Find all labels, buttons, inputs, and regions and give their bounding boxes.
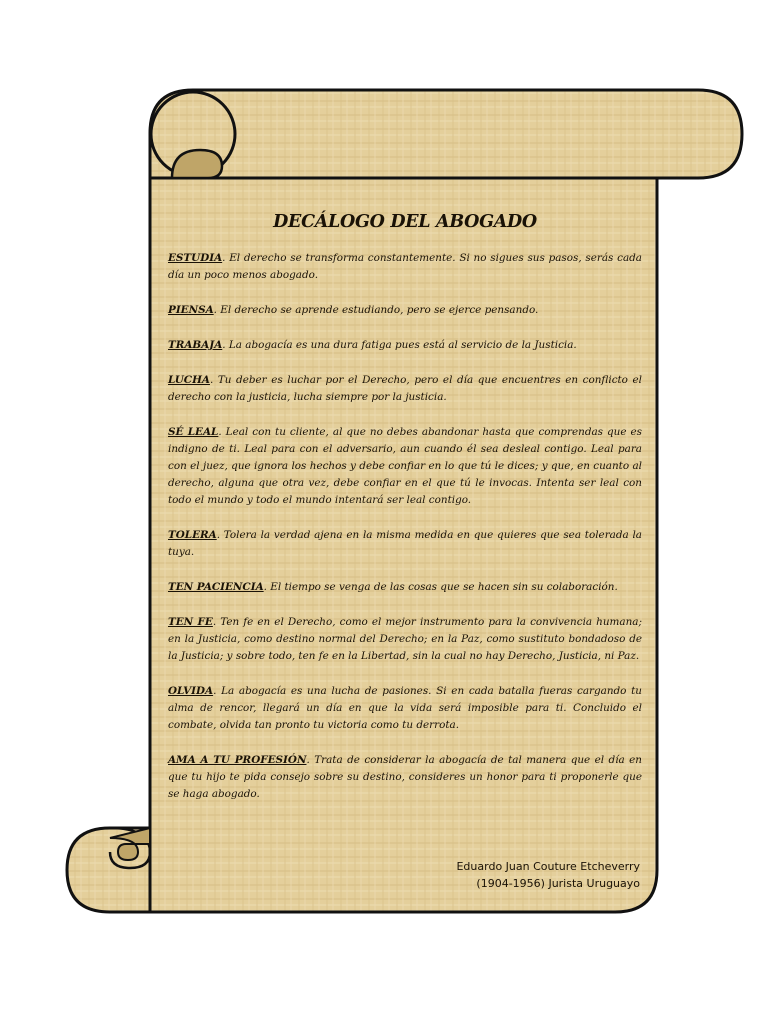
author-name: Eduardo Juan Couture Etcheverry (456, 860, 640, 873)
commandment-text: . Trata de considerar la abogacía de tal manera que el día en que tu hijo te pida consejo sobre su destino, consideres un honor para ti proponerle que se haga abogado. (168, 754, 642, 800)
commandment-8 (168, 614, 642, 665)
author-dates: (1904-1956) Jurista Uruguayo (476, 877, 640, 890)
commandment-text: . La abogacía es una lucha de pasiones. Si en cada batalla fueras cargando tu alma de rencor, llegará un día en que la vida será imposible para ti. Concluido el combate, olvida tan pronto tu victoria como tu derrota. (168, 685, 642, 731)
commandment-head: SÉ LEAL (168, 426, 219, 438)
signature-block (456, 858, 640, 892)
commandment-text: . Ten fe en el Derecho, como el mejor instrumento para la convivencia humana; en la Justicia, como destino normal del Derecho; en la Paz, como sustituto bondadoso de la Justicia; y sobre todo, ten fe en la Libertad, sin la cual no hay Derecho, Justicia, ni Paz. (168, 616, 642, 662)
commandment-head: OLVIDA (168, 685, 214, 697)
commandment-text: . Tolera la verdad ajena en la misma medida en que quieres que sea tolerada la tuya. (168, 529, 642, 558)
commandment-head: TEN FE (168, 616, 213, 628)
page-title: DECÁLOGO DEL ABOGADO (273, 212, 537, 232)
commandment-head: PIENSA (168, 304, 214, 316)
commandment-text: . Tu deber es luchar por el Derecho, pero el día que encuentres en conflicto el derecho con la justicia, lucha siempre por la justicia. (168, 374, 642, 403)
commandment-text: . La abogacía es una dura fatiga pues está al servicio de la Justicia. (222, 339, 577, 351)
commandment-head: TRABAJA (168, 339, 223, 351)
commandment-3 (168, 337, 642, 354)
commandment-head: ESTUDIA (168, 252, 223, 264)
decalogue-content (168, 212, 642, 821)
commandment-head: LUCHA (168, 374, 210, 386)
commandment-text: . El derecho se transforma constantemente. Si no sigues sus pasos, serás cada día un poco menos abogado. (168, 252, 642, 281)
commandment-2 (168, 302, 642, 319)
commandment-4 (168, 372, 642, 406)
commandment-9 (168, 683, 642, 734)
commandment-5 (168, 424, 642, 509)
commandment-text: . Leal con tu cliente, al que no debes abandonar hasta que comprendas que es indigno de ti. Leal para con el adversario, aun cuando él sea desleal contigo. Leal para con el juez, que ignora los hechos y debe confiar en lo que tú le dices; y que, en cuanto al derecho, alguna que otra vez, debe confiar en el que tú le invocas. Intenta ser leal con todo el mundo y todo el mundo intentará ser leal contigo. (168, 426, 643, 506)
commandment-text: . El tiempo se venga de las cosas que se hacen sin su colaboración. (263, 581, 618, 593)
commandment-7 (168, 579, 642, 596)
commandment-1 (168, 250, 642, 284)
commandment-6 (168, 527, 642, 561)
commandment-text: . El derecho se aprende estudiando, pero se ejerce pensando. (213, 304, 539, 316)
commandment-head: AMA A TU PROFESIÓN (168, 754, 307, 766)
commandment-head: TEN PACIENCIA (168, 581, 264, 593)
commandment-10 (168, 752, 642, 803)
scroll-top-roll (150, 90, 742, 178)
commandment-head: TOLERA (168, 529, 217, 541)
